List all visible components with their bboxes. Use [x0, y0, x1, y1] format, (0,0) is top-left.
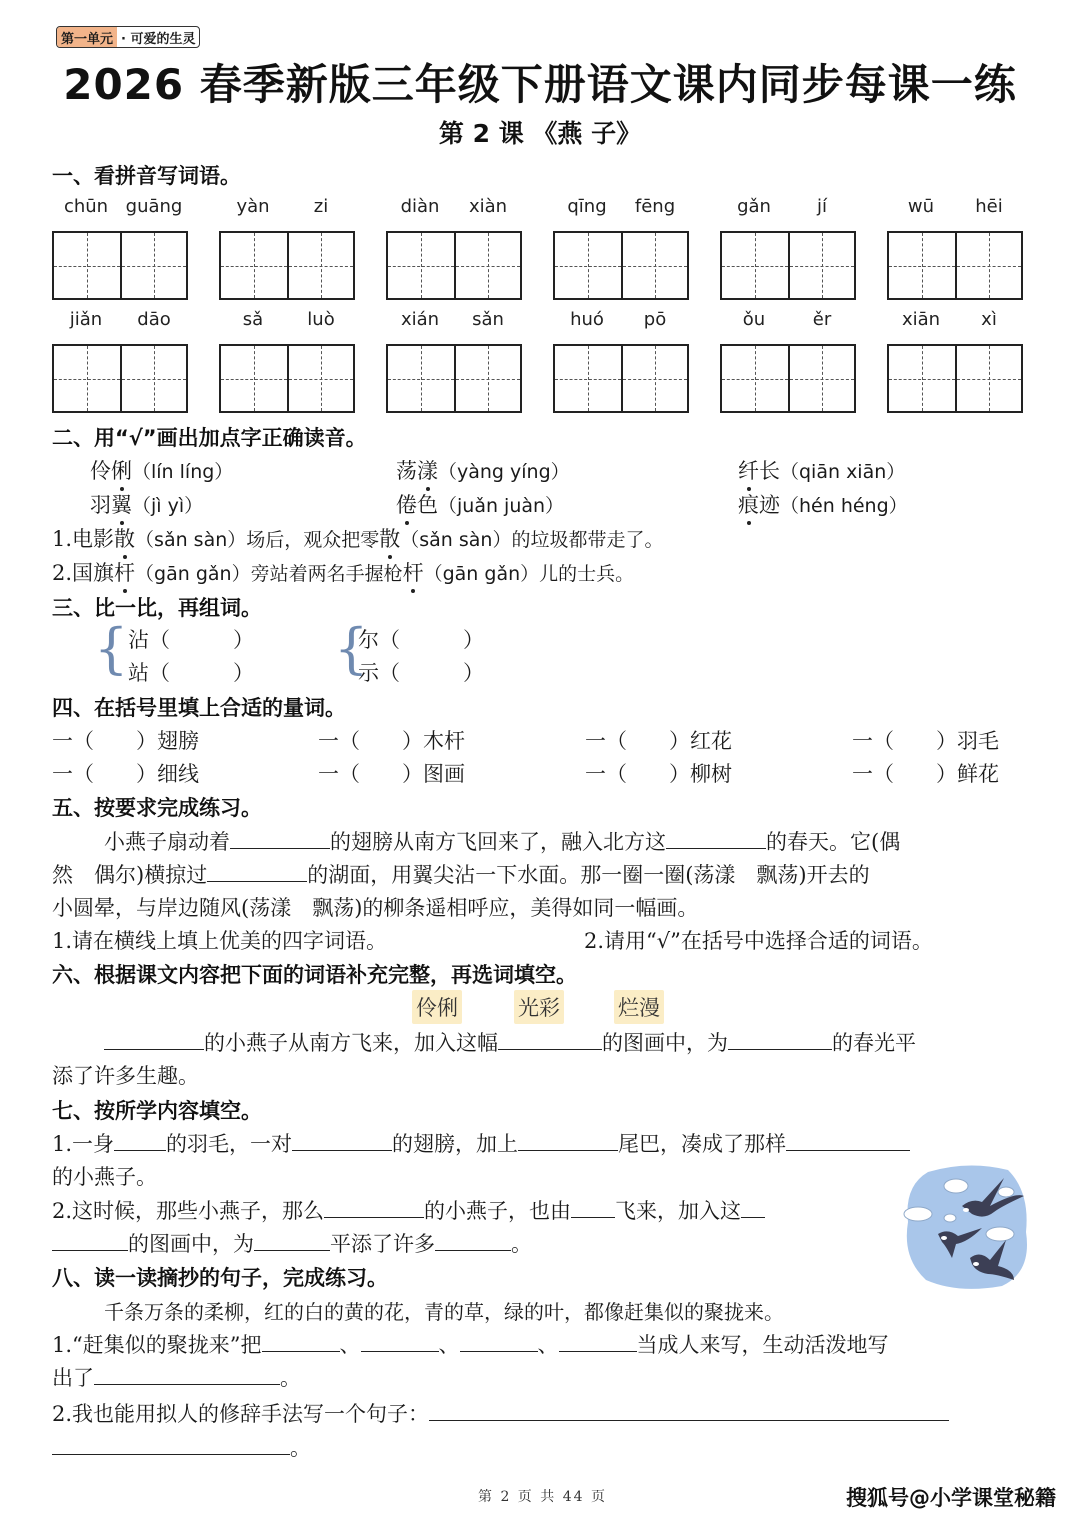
text: 尾巴，凑成了那样 — [618, 1132, 787, 1156]
reading-item — [90, 455, 233, 485]
dotted-char: 倦 — [396, 489, 417, 519]
brace-icon: { — [94, 617, 129, 680]
unit-badge-text: · 可爱的生灵 — [121, 31, 196, 47]
text: 、 — [339, 1333, 361, 1357]
unit-badge — [56, 26, 200, 48]
pinyin-syllable: sǎ — [242, 309, 264, 330]
pinyin-word-group — [52, 196, 188, 300]
pinyin-syllable: chūn — [63, 196, 109, 217]
fill-blank[interactable] — [114, 1131, 166, 1151]
pinyin-syllable: ěr — [812, 309, 832, 330]
text: 小燕子扇动着 — [104, 830, 230, 854]
pinyin-syllable: pō — [643, 309, 667, 330]
pinyin-syllable: luò — [307, 309, 335, 330]
pinyin-label — [720, 309, 856, 335]
pinyin-word-group — [52, 309, 188, 413]
pinyin-word-group — [386, 309, 522, 413]
fill-line — [52, 1329, 889, 1359]
fill-blank[interactable] — [207, 862, 307, 882]
text[interactable]: （sǎn sàn）场后，观众把零 — [135, 529, 380, 551]
writing-cell[interactable] — [454, 233, 520, 298]
writing-cell[interactable] — [889, 346, 955, 411]
text: 平添了许多 — [330, 1232, 435, 1256]
sentence-2 — [52, 557, 634, 587]
pinyin-syllable: xiān — [901, 309, 941, 330]
pinyin-label — [553, 309, 689, 335]
fill-blank[interactable] — [52, 1231, 128, 1251]
compare-word[interactable]: 沾（ ） — [128, 628, 254, 652]
writing-cell[interactable] — [555, 346, 621, 411]
fill-blank[interactable] — [230, 829, 330, 849]
section-6-heading: 六、根据课文内容把下面的词语补充完整，再选词填空。 — [52, 963, 577, 987]
writing-cell[interactable] — [287, 346, 353, 411]
pinyin-syllable: yàn — [236, 196, 270, 217]
text: 飞来，加入这 — [615, 1199, 742, 1223]
pinyin-syllable: sǎn — [472, 309, 504, 330]
fill-line — [52, 1432, 311, 1462]
fill-line — [52, 1398, 949, 1428]
pinyin-options[interactable]: （lín líng） — [132, 461, 234, 483]
text: 。 — [511, 1232, 532, 1256]
pinyin-syllable: jí — [816, 196, 827, 217]
instruction-1: 1.请在横线上填上优美的四字词语。 — [52, 929, 388, 953]
pinyin-word-group — [219, 309, 355, 413]
reading-item — [738, 489, 908, 519]
passage-line: 小圆晕，与岸边随风(荡漾 飘荡)的柳条遥相呼应，美得如同一幅画。 — [52, 896, 699, 920]
writing-cell[interactable] — [54, 346, 120, 411]
measure-word-item[interactable]: 一（ ）木杆 — [318, 729, 465, 753]
measure-word-item[interactable]: 一（ ）红花 — [585, 729, 732, 753]
dotted-char: 纤 — [738, 455, 759, 485]
writing-cell[interactable] — [788, 346, 854, 411]
tianzige-boxes — [887, 344, 1023, 413]
fill-blank[interactable] — [429, 1401, 949, 1421]
fill-blank[interactable] — [518, 1131, 618, 1151]
brace-icon: { — [334, 617, 369, 680]
fill-line: 添了许多生趣。 — [52, 1064, 199, 1088]
pinyin-word-group — [720, 196, 856, 300]
text: 的湖面，用翼尖沾一下水面。那一圈一圈(荡漾 飘荡)开去的 — [307, 863, 870, 887]
pinyin-syllable: huó — [570, 309, 604, 330]
reading-item — [396, 455, 570, 485]
pinyin-label — [386, 309, 522, 335]
fill-blank[interactable] — [571, 1198, 615, 1218]
word-chip: 烂漫 — [614, 990, 664, 1024]
writing-cell[interactable] — [889, 233, 955, 298]
fill-blank[interactable] — [94, 1365, 280, 1385]
writing-cell[interactable] — [722, 346, 788, 411]
text: 1.“赶集似的聚拢来”把 — [52, 1333, 262, 1357]
text: 出了 — [52, 1366, 94, 1390]
fill-blank[interactable] — [324, 1198, 424, 1218]
pinyin-syllable: diàn — [400, 196, 440, 217]
text: 然 偶尔)横掠过 — [52, 863, 208, 887]
passage-line — [52, 859, 870, 889]
compare-word[interactable]: 站（ ） — [128, 661, 254, 685]
writing-cell[interactable] — [955, 233, 1021, 298]
pinyin-syllable: dāo — [137, 309, 171, 330]
tianzige-boxes — [720, 344, 856, 413]
fill-blank[interactable] — [741, 1198, 765, 1218]
unit-badge-highlight: 第一单元 — [57, 27, 117, 47]
tianzige-boxes — [720, 231, 856, 300]
writing-cell[interactable] — [722, 233, 788, 298]
item-text: 伶 — [90, 459, 111, 483]
pinyin-syllable: xián — [400, 309, 440, 330]
text: 的翅膀，加上 — [392, 1132, 519, 1156]
quote-sentence: 千条万条的柔柳，红的白的黄的花，青的草，绿的叶，都像赶集似的聚拢来。 — [104, 1300, 784, 1324]
reading-item — [396, 489, 564, 519]
writing-cell[interactable] — [287, 233, 353, 298]
section-1-heading: 一、看拼音写词语。 — [52, 164, 241, 188]
writing-cell[interactable] — [555, 233, 621, 298]
tianzige-boxes — [219, 344, 355, 413]
pinyin-options[interactable]: （juǎn juàn） — [438, 495, 565, 517]
watermark: 搜狐号@小学课堂秘籍 — [846, 1486, 1056, 1510]
fill-line — [52, 1128, 910, 1158]
pinyin-syllable: xì — [981, 309, 997, 330]
fill-blank[interactable] — [460, 1332, 538, 1352]
pinyin-word-group — [553, 196, 689, 300]
text: 1.电影 — [52, 527, 115, 551]
dotted-char: 漾 — [417, 455, 438, 485]
fill-line: 的小燕子。 — [52, 1165, 157, 1189]
measure-word-item[interactable]: 一（ ）细线 — [52, 762, 199, 786]
lesson-title: 第 2 课 《燕 子》 — [438, 119, 642, 148]
tianzige-boxes — [219, 231, 355, 300]
tianzige-boxes — [386, 344, 522, 413]
fill-blank[interactable] — [292, 1131, 392, 1151]
pinyin-syllable: gǎn — [737, 196, 771, 217]
tianzige-boxes — [52, 231, 188, 300]
section-7-heading: 七、按所学内容填空。 — [52, 1099, 262, 1123]
sentence-1 — [52, 523, 663, 553]
item-text: 长 — [759, 459, 780, 483]
text: 的翅膀从南方飞回来了，融入北方这 — [330, 830, 666, 854]
pinyin-syllable: jiǎn — [69, 309, 103, 330]
section-4-heading: 四、在括号里填上合适的量词。 — [52, 696, 346, 720]
text: 、 — [537, 1333, 559, 1357]
fill-line — [52, 1362, 301, 1392]
pinyin-options[interactable]: （hén héng） — [780, 495, 908, 517]
writing-cell[interactable] — [955, 346, 1021, 411]
pinyin-syllable: qīng — [567, 196, 607, 217]
fill-blank[interactable] — [666, 829, 766, 849]
pinyin-label — [386, 196, 522, 222]
pinyin-syllable: fēng — [634, 196, 676, 217]
fill-blank[interactable] — [52, 1435, 290, 1455]
pinyin-label — [52, 309, 188, 335]
dotted-char: 杆 — [403, 557, 424, 587]
item-text: 羽 — [90, 493, 111, 517]
pinyin-syllable: ǒu — [742, 309, 766, 330]
pinyin-syllable: wū — [907, 196, 935, 217]
text: 1.一身 — [52, 1132, 115, 1156]
text[interactable]: （gān gǎn）儿的士兵。 — [423, 563, 635, 585]
tianzige-boxes — [553, 231, 689, 300]
fill-blank[interactable] — [786, 1131, 910, 1151]
pinyin-word-group — [219, 196, 355, 300]
dotted-char: 翼 — [111, 489, 132, 519]
section-5-heading: 五、按要求完成练习。 — [52, 796, 262, 820]
pinyin-word-group — [887, 196, 1023, 300]
measure-word-item[interactable]: 一（ ）柳树 — [585, 762, 732, 786]
text: 。 — [280, 1366, 301, 1390]
fill-blank[interactable] — [498, 1030, 602, 1050]
word-chip: 伶俐 — [412, 990, 462, 1024]
text: 的图画中，为 — [128, 1232, 254, 1256]
item-text: 迹 — [759, 493, 780, 517]
fill-blank[interactable] — [435, 1231, 511, 1251]
fill-blank[interactable] — [559, 1332, 637, 1352]
writing-cell[interactable] — [621, 233, 687, 298]
compare-word[interactable]: 尔（ ） — [358, 628, 484, 652]
measure-word-item[interactable]: 一（ ）图画 — [318, 762, 465, 786]
measure-word-item[interactable]: 一（ ）羽毛 — [852, 729, 999, 753]
text[interactable]: （sǎn sàn）的垃圾都带走了。 — [400, 529, 664, 551]
page-title: 2026 春季新版三年级下册语文课内同步每课一练 — [63, 60, 1017, 109]
measure-word-item[interactable]: 一（ ）翅膀 — [52, 729, 199, 753]
text: 2.国旗 — [52, 561, 115, 585]
dotted-char: 杆 — [114, 557, 135, 587]
compare-word[interactable]: 示（ ） — [358, 661, 484, 685]
section-8-heading: 八、读一读摘抄的句子，完成练习。 — [52, 1266, 388, 1290]
tianzige-boxes — [386, 231, 522, 300]
page-number: 第 2 页 共 44 页 — [478, 1489, 607, 1505]
reading-item — [738, 455, 905, 485]
word-chip: 光彩 — [514, 990, 564, 1024]
passage-line — [104, 826, 900, 856]
measure-word-item[interactable]: 一（ ）鲜花 — [852, 762, 999, 786]
writing-cell[interactable] — [221, 346, 287, 411]
dotted-char: 散 — [114, 523, 135, 553]
reading-item — [90, 489, 203, 519]
fill-blank[interactable] — [361, 1332, 439, 1352]
fill-line — [104, 1027, 916, 1057]
pinyin-word-group — [720, 309, 856, 413]
writing-cell[interactable] — [788, 233, 854, 298]
instruction-2: 2.请用“√”在括号中选择合适的词语。 — [584, 929, 933, 953]
text: 、 — [438, 1333, 460, 1357]
item-text: 色 — [417, 493, 438, 517]
writing-cell[interactable] — [388, 233, 454, 298]
tianzige-boxes — [553, 344, 689, 413]
pinyin-label — [887, 309, 1023, 335]
writing-cell[interactable] — [120, 233, 186, 298]
text: 的图画中，为 — [602, 1031, 728, 1055]
pinyin-word-group — [887, 309, 1023, 413]
pinyin-label — [219, 309, 355, 335]
pinyin-word-group — [386, 196, 522, 300]
text: 2.这时候，那些小燕子，那么 — [52, 1199, 325, 1223]
swallows-illustration — [898, 1162, 1032, 1292]
dotted-char: 俐 — [111, 455, 132, 485]
writing-cell[interactable] — [454, 346, 520, 411]
writing-cell[interactable] — [388, 346, 454, 411]
text: 。 — [290, 1436, 311, 1460]
fill-blank[interactable] — [104, 1030, 204, 1050]
pinyin-syllable: hēi — [975, 196, 1003, 217]
text: 2.我也能用拟人的修辞手法写一个句子： — [52, 1402, 430, 1426]
text: 的羽毛，一对 — [166, 1132, 293, 1156]
pinyin-options[interactable]: （yàng yíng） — [438, 461, 570, 483]
tianzige-boxes — [887, 231, 1023, 300]
fill-line — [52, 1228, 532, 1258]
pinyin-label — [720, 196, 856, 222]
fill-line — [52, 1195, 765, 1225]
text: 的春光平 — [832, 1031, 916, 1055]
pinyin-word-group — [553, 309, 689, 413]
writing-cell[interactable] — [54, 233, 120, 298]
text[interactable]: （gān gǎn）旁站着两名手握枪 — [135, 563, 403, 585]
pinyin-label — [553, 196, 689, 222]
fill-blank[interactable] — [262, 1332, 340, 1352]
pinyin-syllable: zi — [313, 196, 329, 217]
pinyin-label — [219, 196, 355, 222]
dotted-char: 痕 — [738, 489, 759, 519]
pinyin-syllable: xiàn — [468, 196, 508, 217]
writing-cell[interactable] — [120, 346, 186, 411]
text: 当成人来写，生动活泼地写 — [636, 1333, 889, 1357]
pinyin-options[interactable]: （qiān xiān） — [780, 461, 906, 483]
text: 的小燕子从南方飞来，加入这幅 — [204, 1031, 498, 1055]
pinyin-label — [52, 196, 188, 222]
item-text: 荡 — [396, 459, 417, 483]
fill-blank[interactable] — [254, 1231, 330, 1251]
dotted-char: 散 — [379, 523, 400, 553]
section-3-heading: 三、比一比，再组词。 — [52, 596, 262, 620]
writing-cell[interactable] — [621, 346, 687, 411]
writing-cell[interactable] — [221, 233, 287, 298]
text: 的小燕子，也由 — [424, 1199, 572, 1223]
tianzige-boxes — [52, 344, 188, 413]
text: 的春天。它(偶 — [766, 830, 901, 854]
section-2-heading: 二、用“√”画出加点字正确读音。 — [52, 426, 367, 450]
fill-blank[interactable] — [728, 1030, 832, 1050]
pinyin-syllable: guāng — [125, 196, 183, 217]
pinyin-label — [887, 196, 1023, 222]
pinyin-options[interactable]: （jì yì） — [132, 495, 204, 517]
